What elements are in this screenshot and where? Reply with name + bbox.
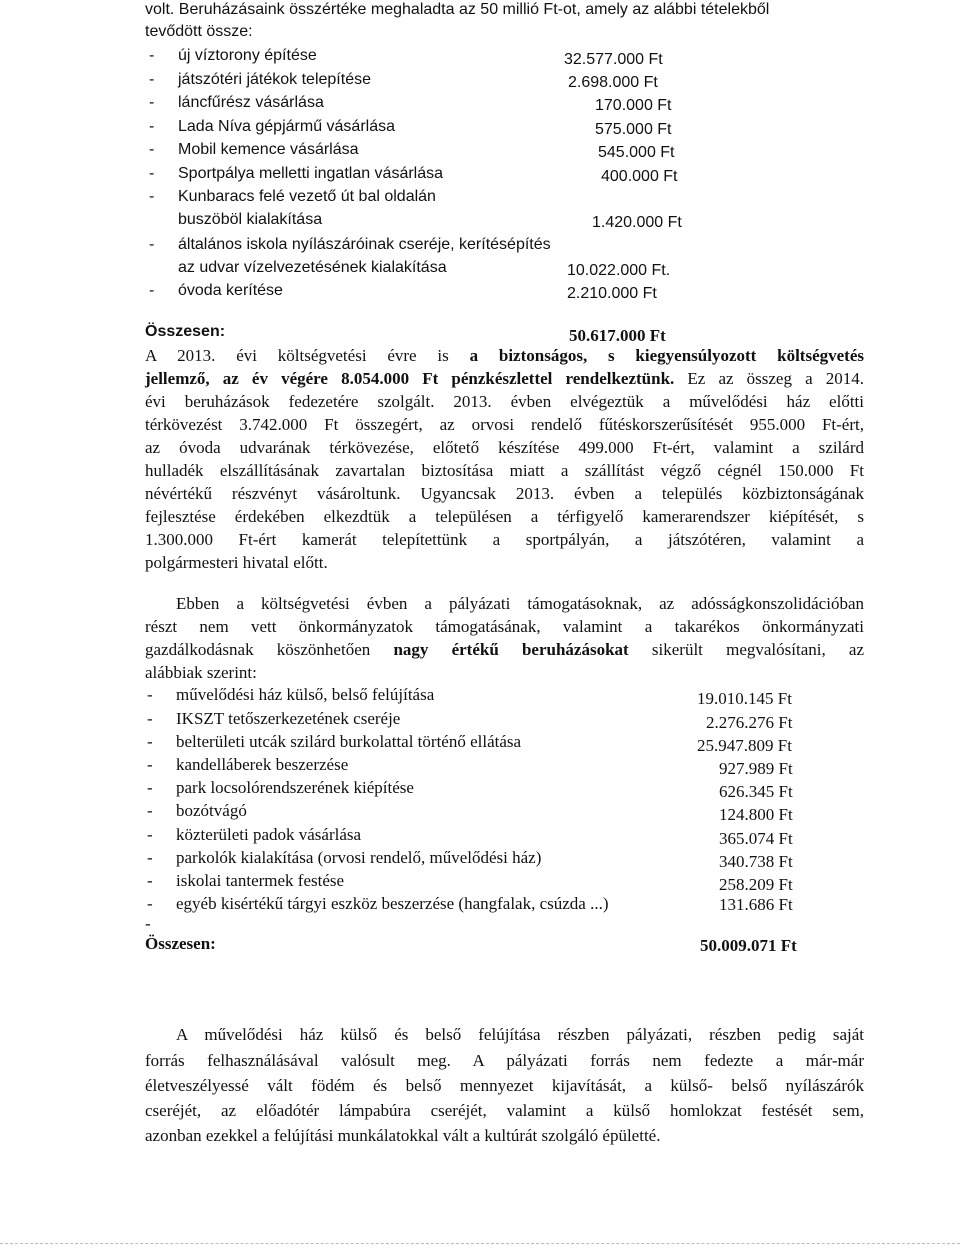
list-item-amount: 545.000 Ft	[598, 144, 675, 161]
list-item-amount: 2.276.276 Ft	[706, 713, 793, 732]
paragraph-line: az óvoda udvarának térkövezése, előtető készítése 499.000 Ft-ért, valamint a szilárd	[145, 438, 864, 457]
total-label: Összesen:	[145, 323, 226, 340]
list-item-text-cont: buszöböl kialakítása	[178, 211, 323, 228]
list-item-amount: 400.000 Ft	[601, 168, 678, 185]
list-item-text: Sportpálya melletti ingatlan vásárlása	[178, 165, 444, 182]
list-item-text: új víztorony építése	[178, 47, 317, 64]
list-dash: -	[147, 709, 153, 728]
paragraph-line: névértékű részvényt vásároltunk. Ugyancsak 2013. évben a település közbiztonságának	[145, 484, 864, 503]
list-dash: -	[147, 778, 153, 797]
paragraph-line: részt nem vett önkormányzatok támogatásának, valamint a takarékos önkormányzati	[145, 617, 864, 636]
list-item-amount: 124.800 Ft	[719, 805, 793, 824]
paragraph-line: forrás felhasználásával valósult meg. A pályázati forrás nem fedezte a már-már	[145, 1051, 864, 1070]
list-item-amount: 575.000 Ft	[595, 121, 672, 138]
list-dash: -	[147, 871, 153, 890]
list-dash: -	[149, 165, 155, 182]
list-item-amount: 19.010.145 Ft	[697, 689, 792, 708]
list-item-amount: 2.210.000 Ft	[567, 285, 657, 302]
list-dash: -	[147, 801, 153, 820]
list-item-text: iskolai tantermek festése	[176, 871, 345, 890]
paragraph-line: fejlesztése érdekében elkezdtük a településen a térfigyelő kamerarendszer kiépítését, s	[145, 507, 864, 526]
paragraph-line: Ebben a költségvetési évben a pályázati támogatásoknak, az adósságkonszolidációban	[176, 594, 864, 613]
list-dash: -	[147, 685, 153, 704]
paragraph-line: polgármesteri hivatal előtt.	[145, 553, 328, 572]
total-amount: 50.617.000 Ft	[569, 326, 666, 345]
paragraph-line: 1.300.000 Ft-ért kamerát telepítettünk a sportpályán, a játszótéren, valamint a	[145, 530, 864, 549]
paragraph-line: alábbiak szerint:	[145, 663, 257, 682]
total-label: Összesen:	[145, 934, 216, 953]
list-item-amount: 10.022.000 Ft.	[567, 262, 671, 279]
list-dash: -	[149, 94, 155, 111]
list-item-amount: 25.947.809 Ft	[697, 736, 792, 755]
list-dash: -	[147, 732, 153, 751]
list-item-text: óvoda kerítése	[178, 282, 283, 299]
list-item-text: bozótvágó	[176, 801, 247, 820]
paragraph-line: jellemző, az év végére 8.054.000 Ft pénzkészlettel rendelkeztünk. Ez az összeg a 2014.	[145, 369, 864, 388]
intro-line-1: volt. Beruházásaink összértéke meghaladta az 50 millió Ft-ot, amely az alábbi tételekből	[145, 1, 770, 18]
paragraph-line: gazdálkodásnak köszönhetően nagy értékű beruházásokat sikerült megvalósítani, az	[145, 640, 864, 659]
list-dash: -	[145, 914, 151, 933]
paragraph-line: cseréjét, az előadótér lámpabúra cseréjét, valamint a külső homlokzat festését sem,	[145, 1101, 864, 1120]
list-item-text: játszótéri játékok telepítése	[178, 71, 371, 88]
list-dash: -	[149, 118, 155, 135]
list-item-text: egyéb kisértékű tárgyi eszköz beszerzése (hangfalak, csúzda ...)	[176, 894, 609, 913]
list-item-text: IKSZT tetőszerkezetének cseréje	[176, 709, 401, 728]
paragraph-line: térkövezést 3.742.000 Ft összegért, az orvosi rendelő fűtéskorszerűsítését 955.000 Ft-ért,	[145, 415, 864, 434]
paragraph-line: A művelődési ház külső és belső felújítása részben pályázati, részben pedig saját	[176, 1025, 864, 1044]
list-item-text: általános iskola nyílászáróinak cseréje, kerítésépítés	[178, 236, 551, 253]
list-dash: -	[149, 71, 155, 88]
list-item-amount: 1.420.000 Ft	[592, 214, 682, 231]
paragraph-line: évi beruházások fedezetére szolgált. 2013. évben elvégeztük a művelődési ház előtti	[145, 392, 864, 411]
paragraph-line: A 2013. évi költségvetési évre is a biztonságos, s kiegyensúlyozott költségvetés	[145, 346, 864, 365]
list-item-text: Mobil kemence vásárlása	[178, 141, 359, 158]
list-item-amount: 170.000 Ft	[595, 97, 672, 114]
list-dash: -	[147, 848, 153, 867]
list-item-text-cont: az udvar vízelvezetésének kialakítása	[178, 259, 447, 276]
list-item-amount: 365.074 Ft	[719, 829, 793, 848]
list-item-text: művelődési ház külső, belső felújítása	[176, 685, 435, 704]
list-item-text: parkolók kialakítása (orvosi rendelő, művelődési ház)	[176, 848, 542, 867]
list-item-amount: 131.686 Ft	[719, 895, 793, 914]
list-item-text: Kunbaracs felé vezető út bal oldalán	[178, 188, 436, 205]
scan-edge-divider	[0, 1243, 960, 1244]
list-dash: -	[149, 141, 155, 158]
list-dash: -	[149, 47, 155, 64]
list-dash: -	[149, 282, 155, 299]
list-dash: -	[147, 755, 153, 774]
list-item-amount: 626.345 Ft	[719, 782, 793, 801]
list-item-text: belterületi utcák szilárd burkolattal történő ellátása	[176, 732, 522, 751]
list-item-amount: 32.577.000 Ft	[564, 51, 663, 68]
list-item-text: közterületi padok vásárlása	[176, 825, 362, 844]
intro-line-2: tevődött össze:	[145, 23, 253, 40]
paragraph-line: azonban ezekkel a felújítási munkálatokkal vált a kultúrát szolgáló épületté.	[145, 1126, 661, 1145]
list-dash: -	[149, 188, 155, 205]
list-dash: -	[149, 236, 155, 253]
total-amount: 50.009.071 Ft	[700, 936, 797, 955]
list-item-text: Lada Níva gépjármű vásárlása	[178, 118, 396, 135]
list-dash: -	[147, 825, 153, 844]
list-item-text: park locsolórendszerének kiépítése	[176, 778, 414, 797]
list-item-amount: 340.738 Ft	[719, 852, 793, 871]
list-item-amount: 258.209 Ft	[719, 875, 793, 894]
list-item-text: kandelláberek beszerzése	[176, 755, 349, 774]
list-item-amount: 927.989 Ft	[719, 759, 793, 778]
list-item-amount: 2.698.000 Ft	[568, 74, 658, 91]
list-item-text: láncfűrész vásárlása	[178, 94, 324, 111]
list-dash: -	[147, 894, 153, 913]
paragraph-line: életveszélyessé vált födém és belső mennyezet kijavítását, a külső- belső nyílászárók	[145, 1076, 864, 1095]
paragraph-line: hulladék elszállításának zavartalan biztosítása miatt a szállítást végző cégnél 150.000 Ft	[145, 461, 864, 480]
